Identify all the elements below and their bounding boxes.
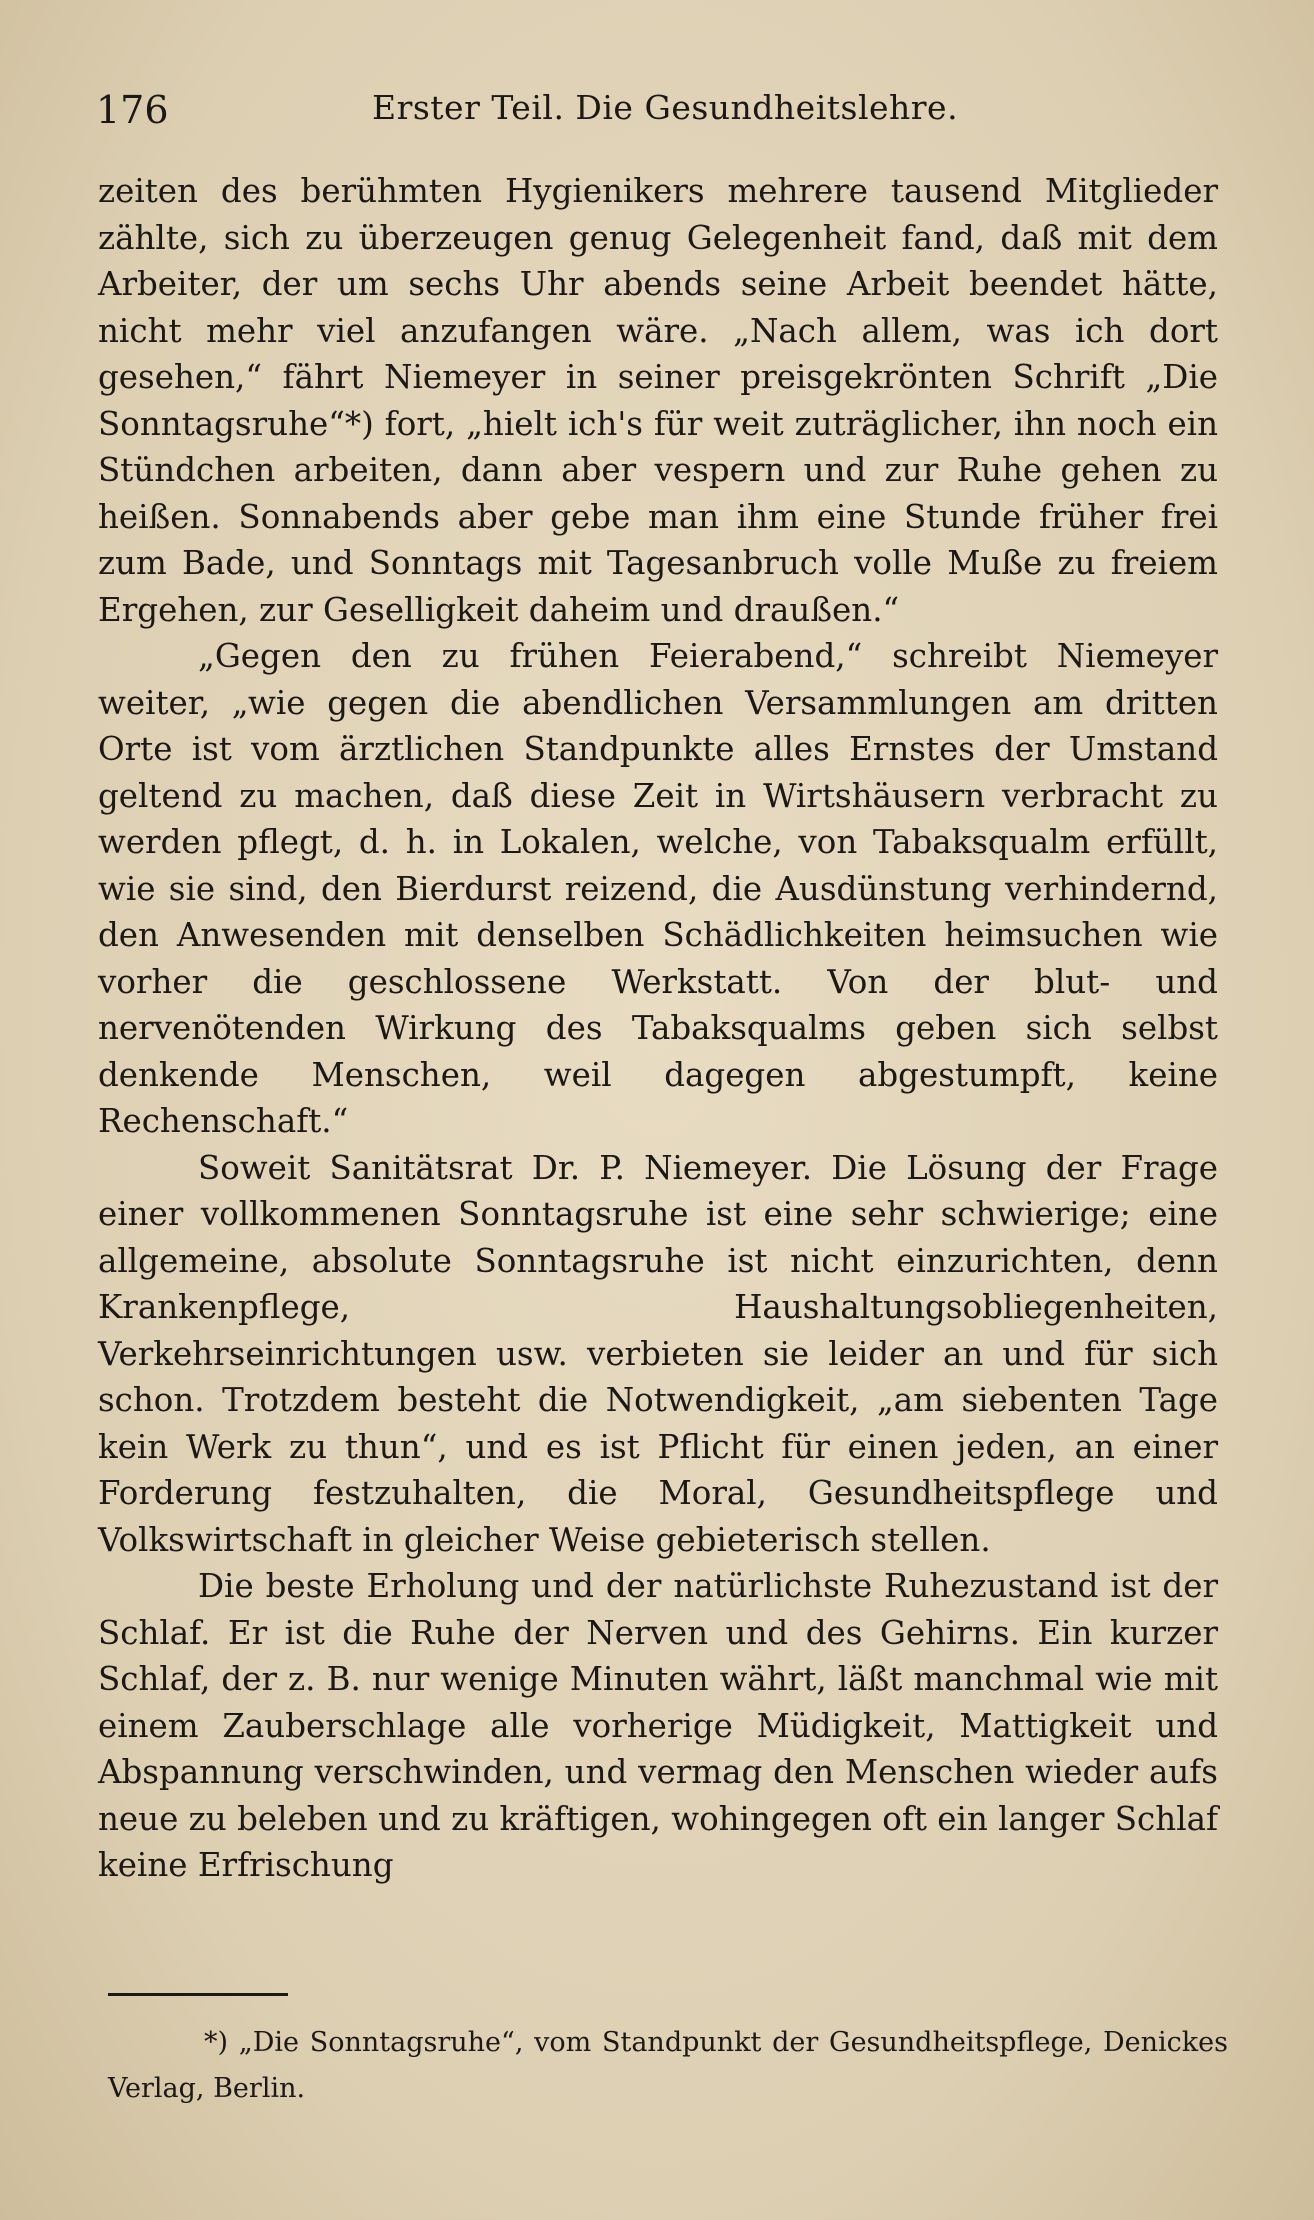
paragraph-1: zeiten des berühmten Hygienikers mehrere tausend Mitglieder zählte, sich zu überzeugen genug Gelegenheit fand, daß mit dem Arbeiter, der um sechs Uhr abends seine Arbeit beendet hätte, nicht mehr viel anzufangen wäre. „Nach allem, was ich dort gesehen,“ fährt Niemeyer in seiner preisgekrönten Schrift „Die Sonntagsruhe“*) fort, „hielt ich's für weit zuträglicher, ihn noch ein Stündchen arbeiten, dann aber vespern und zur Ruhe gehen zu heißen. Sonnabends aber gebe man ihm eine Stunde früher frei zum Bade, und Sonntags mit Tagesanbruch volle Muße zu freiem Ergehen, zur Geselligkeit daheim und draußen.“ bbox=[98, 172, 1218, 629]
page-number: 176 bbox=[96, 88, 169, 132]
footnote-divider bbox=[108, 1993, 288, 1996]
paragraph-2: „Gegen den zu frühen Feierabend,“ schreibt Niemeyer weiter, „wie gegen die abendlichen Versammlungen am dritten Orte ist vom ärztlichen Standpunkte alles Ernstes der Umstand geltend zu machen, daß diese Zeit in Wirtshäusern verbracht zu werden pflegt, d. h. in Lokalen, welche, von Tabaksqualm erfüllt, wie sie sind, den Bierdurst reizend, die Ausdünstung verhindernd, den Anwesenden mit denselben Schädlichkeiten heimsuchen wie vorher die geschlossene Werkstatt. Von der blut- und nervenötenden Wirkung des Tabaksqualms geben sich selbst denkende Menschen, weil dagegen abgestumpft, keine Rechenschaft.“ bbox=[98, 637, 1218, 1140]
paragraph-4: Die beste Erholung und der natürlichste Ruhezustand ist der Schlaf. Er ist die Ruhe der Nerven und des Gehirns. Ein kurzer Schlaf, der z. B. nur wenige Minuten währt, läßt manchmal wie mit einem Zauberschlage alle vorherige Müdigkeit, Mattigkeit und Abspannung verschwinden, und vermag den Menschen wieder aufs neue zu beleben und zu kräftigen, wohingegen oft ein langer Schlaf keine Erfrischung bbox=[98, 1567, 1218, 1884]
page-header bbox=[96, 82, 1236, 142]
paragraph-3: Soweit Sanitätsrat Dr. P. Niemeyer. Die Lösung der Frage einer vollkommenen Sonntagsruhe ist eine sehr schwierige; eine allgemeine, absolute Sonntagsruhe ist nicht einzurichten, denn Krankenpflege, Haushaltungsobliegenheiten, Verkehrseinrichtungen usw. verbieten sie leider an und für sich schon. Trotzdem besteht die Notwendigkeit, „am siebenten Tage kein Werk zu thun“, und es ist Pflicht für einen jeden, an einer Forderung festzuhalten, die Moral, Gesundheitspflege und Volkswirtschaft in gleicher Weise gebieterisch stellen. bbox=[98, 1148, 1218, 1559]
running-head: Erster Teil. Die Gesundheitslehre. bbox=[372, 88, 959, 127]
body-text bbox=[98, 168, 1218, 1889]
footnote: *) „Die Sonntagsruhe“, vom Standpunkt der Gesundheitspflege, Denickes Verlag, Berlin. bbox=[108, 2027, 1228, 2104]
